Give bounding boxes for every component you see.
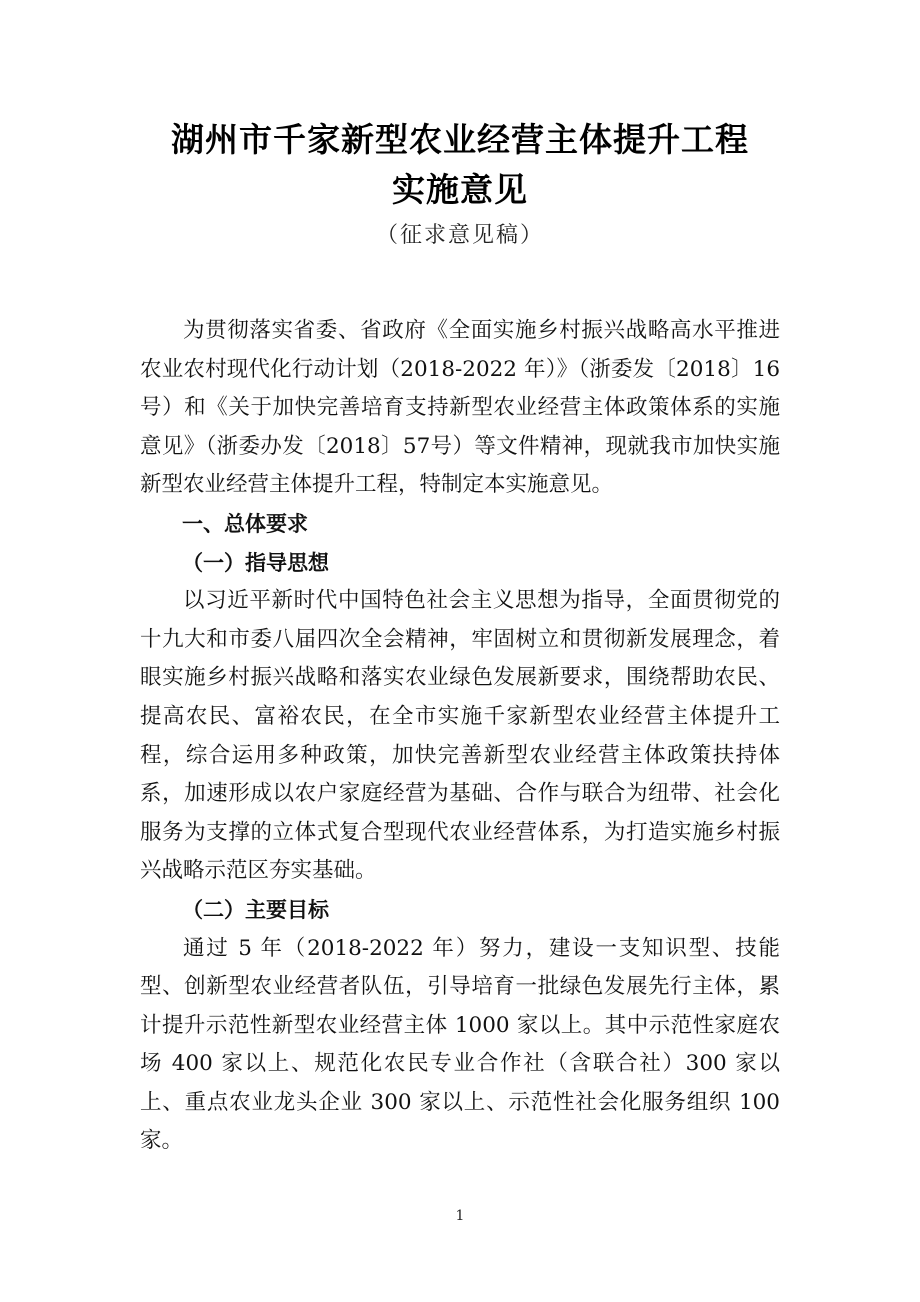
document-title-line2: 实施意见: [392, 170, 528, 209]
intro-paragraph: 为贯彻落实省委、省政府《全面实施乡村振兴战略高水平推进农业农村现代化行动计划（2018-2022 年）》（浙委发〔2018〕16号）和《关于加快完善培育支持新型农业经营主体政策体系的实施意见》（浙委办发〔2018〕57号）等文件精神，现就我市加快实施新型农业经营主体提升工程，特制定本实施意见。: [140, 318, 780, 498]
document-title-line1: 湖州市千家新型农业经营主体提升工程: [171, 120, 749, 159]
section-heading: 一、总体要求: [182, 511, 308, 536]
main-goals-paragraph: 通过 5 年（2018-2022 年）努力，建设一支知识型、技能型、创新型农业经营者队伍，引导培育一批绿色发展先行主体，累计提升示范性新型农业经营主体 1000 家以上。其中示范性家庭农场 400 家以上、规范化农民专业合作社（含联合社）300 家以上、重点农业龙头企业 300 家以上、示范性社会化服务组织 100 家。: [140, 935, 780, 1154]
document-body: [140, 312, 780, 1161]
guiding-ideology-paragraph: 以习近平新时代中国特色社会主义思想为指导，全面贯彻党的十九大和市委八届四次全会精神，牢固树立和贯彻新发展理念，着眼实施乡村振兴战略和落实农业绿色发展新要求，围绕帮助农民、提高农民、富裕农民，在全市实施千家新型农业经营主体提升工程，综合运用多种政策，加快完善新型农业经营主体政策扶持体系，加速形成以农户家庭经营为基础、合作与联合为纽带、社会化服务为支撑的立体式复合型现代农业经营体系，为打造实施乡村振兴战略示范区夯实基础。: [140, 588, 780, 884]
document-subtitle: （征求意见稿）: [375, 223, 544, 248]
page-number: 1: [455, 1208, 465, 1224]
subsection-heading-main-goals: （二）主要目标: [182, 897, 329, 922]
subsection-heading-guiding-ideology: （一）指导思想: [182, 550, 329, 575]
